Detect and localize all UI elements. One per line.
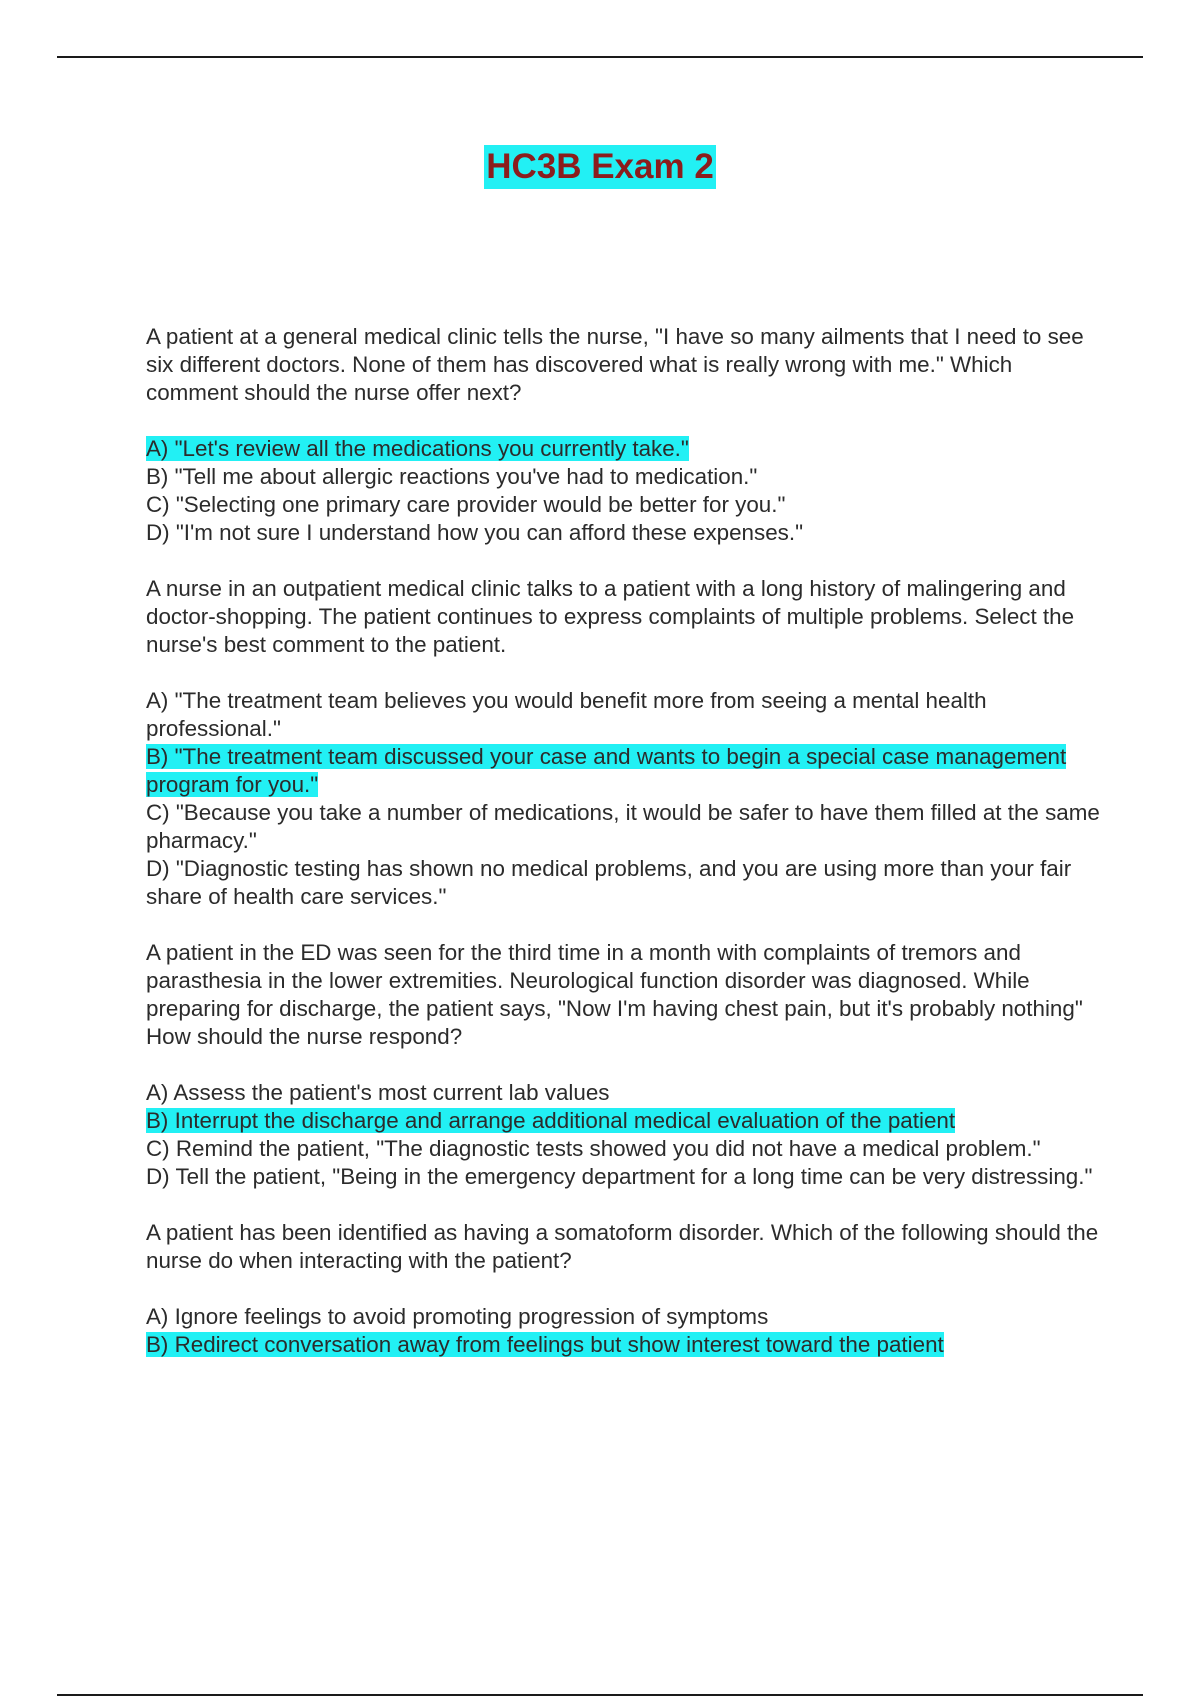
question-stem: A nurse in an outpatient medical clinic talks to a patient with a long history of malingering and doctor-shopping. The patient continues to express complaints of multiple problems. Select the nurse's best comment to the patient. [146,576,1075,657]
bottom-rule [57,1694,1143,1696]
answer-option [146,1107,1106,1135]
top-rule [57,56,1143,58]
title-container [0,145,1200,189]
answer-option: A) "The treatment team believes you would benefit more from seeing a mental health professional." [146,688,987,741]
correct-answer-highlight: A) "Let's review all the medications you currently take." [146,436,689,461]
question-stem: A patient in the ED was seen for the third time in a month with complaints of tremors and parasthesia in the lower extremities. Neurological function disorder was diagnosed. While preparing for discharge, the patient says, "Now I'm having chest pain, but it's probably nothing" How should the nurse respond? [146,940,1083,1049]
answer-option: C) "Selecting one primary care provider would be better for you." [146,492,786,517]
answer-option: D) "I'm not sure I understand how you can afford these expenses." [146,520,804,545]
question-stem: A patient has been identified as having a somatoform disorder. Which of the following should the nurse do when interacting with the patient? [146,1220,1099,1273]
answer-option: B) "Tell me about allergic reactions you've had to medication." [146,464,758,489]
question-block [146,575,1106,911]
question-stem: A patient at a general medical clinic tells the nurse, "I have so many ailments that I need to see six different doctors. None of them has discovered what is really wrong with me." Which comment should the nurse offer next? [146,324,1084,405]
answer-options [146,1303,1106,1359]
answer-option: A) Assess the patient's most current lab values [146,1080,610,1105]
correct-answer-highlight: B) Redirect conversation away from feelings but show interest toward the patient [146,1332,944,1357]
document-title: HC3B Exam 2 [484,145,716,189]
question-block [146,323,1106,547]
answer-option: D) Tell the patient, "Being in the emergency department for a long time can be very distressing." [146,1164,1093,1189]
answer-option: C) Remind the patient, "The diagnostic tests showed you did not have a medical problem." [146,1136,1041,1161]
answer-option [146,435,1106,463]
answer-option: A) Ignore feelings to avoid promoting progression of symptoms [146,1304,769,1329]
correct-answer-highlight: B) Interrupt the discharge and arrange additional medical evaluation of the patient [146,1108,956,1133]
question-block [146,939,1106,1191]
question-block [146,1219,1106,1359]
answer-options [146,1079,1106,1191]
answer-option: D) "Diagnostic testing has shown no medical problems, and you are using more than your fair share of health care services." [146,856,1072,909]
answer-option: C) "Because you take a number of medications, it would be safer to have them filled at the same pharmacy." [146,800,1100,853]
answer-options [146,435,1106,547]
answer-options [146,687,1106,911]
correct-answer-highlight: B) "The treatment team discussed your case and wants to begin a special case management program for you." [146,744,1067,797]
answer-option [146,743,1106,799]
exam-content [146,323,1106,1387]
answer-option [146,1331,1106,1359]
